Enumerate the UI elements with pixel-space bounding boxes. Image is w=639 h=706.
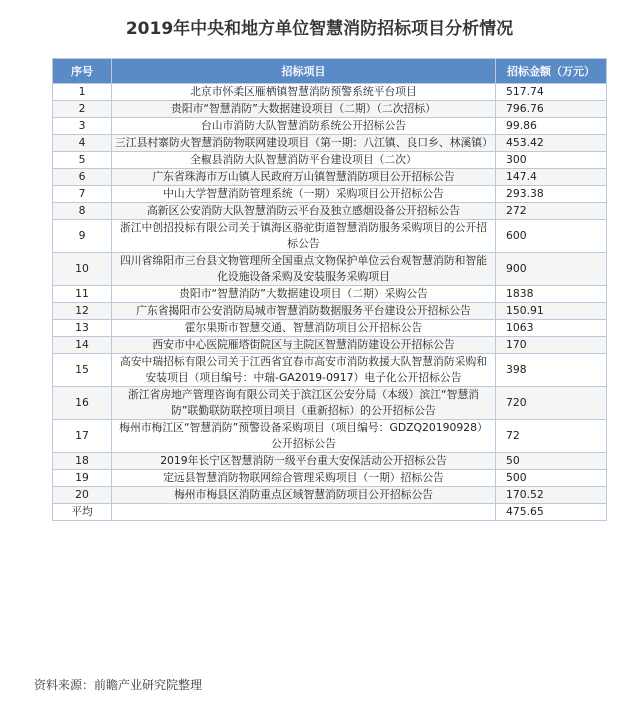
table-row — [53, 286, 607, 303]
table-row — [53, 253, 607, 286]
row-index-cell: 7 — [53, 186, 112, 203]
row-project-cell: 梅州市梅县区消防重点区域智慧消防项目公开招标公告 — [112, 487, 496, 504]
row-amount-cell: 720 — [496, 387, 607, 420]
row-amount-cell: 475.65 — [496, 504, 607, 521]
row-amount-cell: 170.52 — [496, 487, 607, 504]
row-project-cell: 西安市中心医院雁塔街院区与主院区智慧消防建设公开招标公告 — [112, 337, 496, 354]
row-amount-cell: 600 — [496, 220, 607, 253]
row-project-cell: 霍尔果斯市智慧交通、智慧消防项目公开招标公告 — [112, 320, 496, 337]
row-amount-cell: 150.91 — [496, 303, 607, 320]
table-row — [53, 337, 607, 354]
row-amount-cell: 796.76 — [496, 101, 607, 118]
row-index-cell: 平均 — [53, 504, 112, 521]
header-project: 招标项目 — [112, 59, 496, 84]
table-row — [53, 320, 607, 337]
row-index-cell: 15 — [53, 354, 112, 387]
row-index-cell: 3 — [53, 118, 112, 135]
table-row — [53, 152, 607, 169]
row-project-cell: 定远县智慧消防物联网综合管理采购项目（一期）招标公告 — [112, 470, 496, 487]
table-header-row — [53, 59, 607, 84]
table-row — [53, 220, 607, 253]
row-index-cell: 9 — [53, 220, 112, 253]
row-amount-cell: 147.4 — [496, 169, 607, 186]
row-index-cell: 20 — [53, 487, 112, 504]
row-amount-cell: 72 — [496, 420, 607, 453]
row-project-cell: 中山大学智慧消防管理系统（一期）采购项目公开招标公告 — [112, 186, 496, 203]
row-project-cell: 全椒县消防大队智慧消防平台建设项目（二次） — [112, 152, 496, 169]
table-body — [53, 84, 607, 521]
row-amount-cell: 900 — [496, 253, 607, 286]
row-amount-cell: 293.38 — [496, 186, 607, 203]
row-project-cell: 高新区公安消防大队智慧消防云平台及独立感烟设备公开招标公告 — [112, 203, 496, 220]
row-index-cell: 10 — [53, 253, 112, 286]
row-project-cell: 三江县村寨防火智慧消防物联网建设项目（第一期：八江镇、良口乡、林溪镇） — [112, 135, 496, 152]
row-index-cell: 11 — [53, 286, 112, 303]
row-index-cell: 18 — [53, 453, 112, 470]
row-amount-cell: 453.42 — [496, 135, 607, 152]
row-amount-cell: 272 — [496, 203, 607, 220]
row-index-cell: 2 — [53, 101, 112, 118]
table-row — [53, 169, 607, 186]
table-row — [53, 203, 607, 220]
table-row — [53, 453, 607, 470]
tender-table-container — [52, 58, 606, 521]
row-project-cell: 2019年长宁区智慧消防一级平台重大安保活动公开招标公告 — [112, 453, 496, 470]
row-amount-cell: 50 — [496, 453, 607, 470]
table-row — [53, 186, 607, 203]
row-index-cell: 5 — [53, 152, 112, 169]
row-project-cell: 贵阳市“智慧消防”大数据建设项目（二期）采购公告 — [112, 286, 496, 303]
row-amount-cell: 1063 — [496, 320, 607, 337]
row-amount-cell: 500 — [496, 470, 607, 487]
table-row — [53, 84, 607, 101]
table-row — [53, 354, 607, 387]
table-row — [53, 420, 607, 453]
row-project-cell: 广东省揭阳市公安消防局城市智慧消防数据服务平台建设公开招标公告 — [112, 303, 496, 320]
row-project-cell: 浙江省房地产管理咨询有限公司关于滨江区公安分局（本级）滨江“智慧消防”联勤联防联控项目项目（重新招标）的公开招标公告 — [112, 387, 496, 420]
row-project-cell: 广东省珠海市万山镇人民政府万山镇智慧消防项目公开招标公告 — [112, 169, 496, 186]
header-index: 序号 — [53, 59, 112, 84]
row-project-cell — [112, 504, 496, 521]
table-row — [53, 303, 607, 320]
row-amount-cell: 1838 — [496, 286, 607, 303]
row-amount-cell: 300 — [496, 152, 607, 169]
row-index-cell: 8 — [53, 203, 112, 220]
row-amount-cell: 170 — [496, 337, 607, 354]
row-index-cell: 19 — [53, 470, 112, 487]
row-amount-cell: 99.86 — [496, 118, 607, 135]
row-index-cell: 17 — [53, 420, 112, 453]
row-project-cell: 梅州市梅江区“智慧消防”预警设备采购项目（项目编号：GDZQ20190928）公开招标公告 — [112, 420, 496, 453]
row-project-cell: 四川省绵阳市三台县文物管理所全国重点文物保护单位云台观智慧消防和智能化设施设备采购及安装服务采购项目 — [112, 253, 496, 286]
table-row — [53, 135, 607, 152]
header-amount: 招标金额（万元） — [496, 59, 607, 84]
table-row — [53, 487, 607, 504]
row-project-cell: 浙江中创招投标有限公司关于镇海区骆驼街道智慧消防服务采购项目的公开招标公告 — [112, 220, 496, 253]
row-amount-cell: 398 — [496, 354, 607, 387]
row-index-cell: 6 — [53, 169, 112, 186]
row-amount-cell: 517.74 — [496, 84, 607, 101]
table-row — [53, 101, 607, 118]
row-index-cell: 1 — [53, 84, 112, 101]
tender-table — [52, 58, 607, 521]
row-project-cell: 台山市消防大队智慧消防系统公开招标公告 — [112, 118, 496, 135]
row-project-cell: 高安中瑞招标有限公司关于江西省宜春市高安市消防救援大队智慧消防采购和安装项目（项目编号：中瑞-GA2019-0917）电子化公开招标公告 — [112, 354, 496, 387]
row-project-cell: 北京市怀柔区雁栖镇智慧消防预警系统平台项目 — [112, 84, 496, 101]
table-row — [53, 387, 607, 420]
table-row — [53, 504, 607, 521]
table-row — [53, 118, 607, 135]
table-row — [53, 470, 607, 487]
row-index-cell: 4 — [53, 135, 112, 152]
source-note: 资料来源：前瞻产业研究院整理 — [34, 678, 203, 692]
row-index-cell: 16 — [53, 387, 112, 420]
row-index-cell: 14 — [53, 337, 112, 354]
row-index-cell: 12 — [53, 303, 112, 320]
row-index-cell: 13 — [53, 320, 112, 337]
page-title: 2019年中央和地方单位智慧消防招标项目分析情况 — [125, 19, 514, 39]
row-project-cell: 贵阳市“智慧消防”大数据建设项目（二期）（二次招标） — [112, 101, 496, 118]
